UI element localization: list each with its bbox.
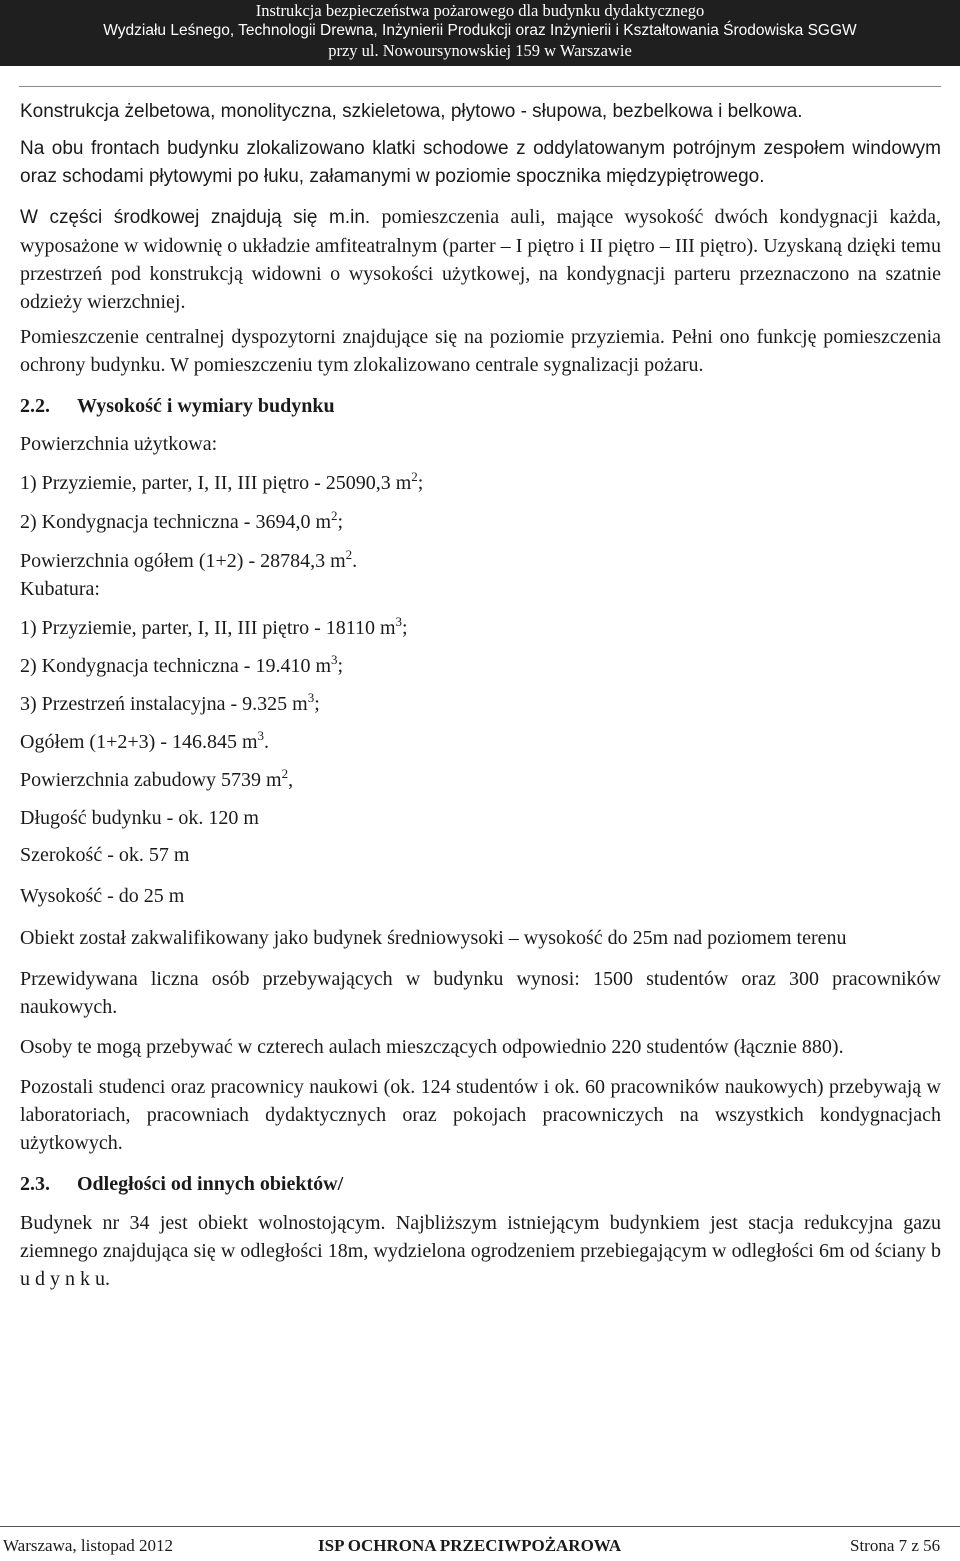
section-heading-2-3 xyxy=(20,1170,941,1198)
building-length: Długość budynku - ok. 120 m xyxy=(20,807,259,829)
volume-item-1: 1) Przyziemie, parter, I, II, III piętro - 18110 $m^3$; xyxy=(20,614,408,639)
usable-area-label: Powierzchnia użytkowa: xyxy=(20,433,218,455)
area-total: Powierzchnia ogółem (1+2) - 28784,3 $m^2$. xyxy=(20,547,358,572)
footer-title: ISP OCHRONA PRZECIWPOŻAROWA xyxy=(318,1536,622,1555)
paragraph-classification: Obiekt został zakwalifikowany jako budynek średniowysoki – wysokość do 25m nad poziomem terenu xyxy=(20,927,847,949)
footer-divider xyxy=(0,1526,960,1527)
paragraph-aula-text: pomieszczenia auli, mające wysokość dwóch kondygnacji każda, wyposażone w widownię o układzie amfiteatralnym (parter – I piętro i II piętro – III piętro). Uzyskaną dzięki temu przestrzeń pod konstrukcją widowni o wysokości użytkowej, na kondygnacji parteru przeznaczono na szatnie odzieży wierzchniej. xyxy=(20,206,942,313)
volume-label: Kubatura: xyxy=(20,578,100,600)
built-area: Powierzchnia zabudowy 5739 $m^2$, xyxy=(20,766,294,791)
area-item-1: 1) Przyziemie, parter, I, II, III piętro - 25090,3 $m^2$; xyxy=(20,469,424,494)
volume-item-2: 2) Kondygnacja techniczna - 19.410 $m^3$; xyxy=(20,652,344,677)
page-number: Strona 7 z 56 xyxy=(850,1536,941,1555)
paragraph-dispatch: Pomieszczenie centralnej dyspozytorni znajdujące się na poziomie przyziemia. Pełni ono funkcję pomieszczenia ochrony budynku. W pomieszczeniu tym zlokalizowano centrale sygnalizacji pożaru. xyxy=(20,326,941,376)
header-address: przy ul. Nowoursynowskiej 159 w Warszawie xyxy=(328,41,632,60)
header-divider xyxy=(19,86,941,87)
document-header xyxy=(0,0,960,66)
volume-item-3: 3) Przestrzeń instalacyjna - 9.325 $m^3$; xyxy=(20,690,320,715)
section-number: 2.2. xyxy=(20,395,50,417)
area-item-2: 2) Kondygnacja techniczna - 3694,0 $m^2$; xyxy=(20,508,344,533)
volume-total: Ogółem (1+2+3) - 146.845 $m^3$. xyxy=(20,728,270,753)
paragraph-occupancy: Przewidywana liczna osób przebywających w budynku wynosi: 1500 studentów oraz 300 pracowników naukowych. xyxy=(20,968,941,1018)
paragraph-aula-lead: W części środkowej znajdują się m.in. xyxy=(20,207,371,228)
paragraph-distances: Budynek nr 34 jest obiekt wolnostojącym. Najbliższym istniejącym budynkiem jest stacja redukcyjna gazu ziemnego znajdująca się w odległości 18m, wydzielona ogrodzeniem przebiegającym w odległości 6m od ściany b u d y n k u. xyxy=(20,1212,941,1290)
footer-place-date: Warszawa, listopad 2012 xyxy=(3,1536,173,1555)
building-height: Wysokość - do 25 m xyxy=(20,885,185,907)
section-number: 2.3. xyxy=(20,1173,50,1195)
paragraph-construction: Konstrukcja żelbetowa, monolityczna, szkieletowa, płytowo - słupowa, bezbelkowa i belkowa. xyxy=(20,101,803,122)
header-title: Instrukcja bezpieczeństwa pożarowego dla budynku dydaktycznego xyxy=(255,1,705,20)
paragraph-halls: Osoby te mogą przebywać w czterech aulach mieszczących odpowiednio 220 studentów (łącznie 880). xyxy=(20,1036,844,1058)
section-title: Wysokość i wymiary budynku xyxy=(77,395,335,417)
paragraph-aula xyxy=(20,203,941,316)
section-title: Odległości od innych obiektów/ xyxy=(77,1173,344,1195)
paragraph-staircases: Na obu frontach budynku zlokalizowano klatki schodowe z oddylatowanym potrójnym zespołem windowym oraz schodami płytowymi po łuku, załamanymi w poziomie spocznika międzypiętrowego. xyxy=(20,138,941,187)
document-body xyxy=(20,98,941,1293)
building-width: Szerokość - ok. 57 m xyxy=(20,844,190,866)
section-heading-2-2 xyxy=(20,392,941,420)
header-faculty: Wydziału Leśnego, Technologii Drewna, Inżynierii Produkcji oraz Inżynierii i Kształtowania Środowiska SGGW xyxy=(103,22,857,39)
paragraph-others: Pozostali studenci oraz pracownicy naukowi (ok. 124 studentów i ok. 60 pracowników naukowych) przebywają w laboratoriach, pracowniach dydaktycznych oraz pokojach pracowniczych na wszystkich kondygnacjach użytkowych. xyxy=(20,1076,941,1154)
